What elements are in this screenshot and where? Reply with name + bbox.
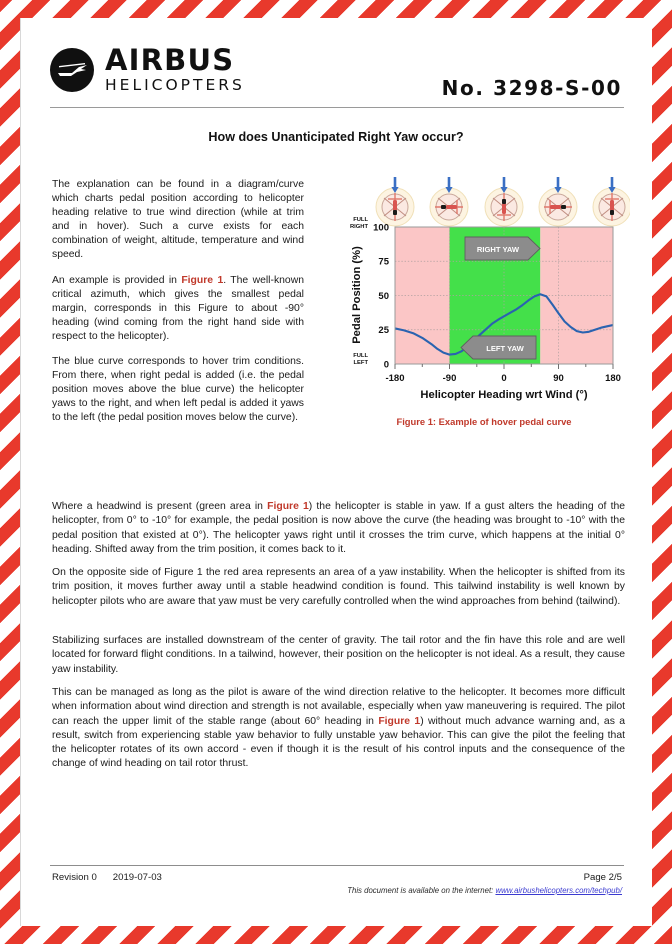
helicopter-icon-minus180 (376, 177, 414, 226)
full-left-label (353, 353, 368, 366)
figure-ref-inline-2: Figure 1 (378, 715, 421, 727)
helicopter-icon-zero (485, 177, 523, 226)
callout-right-yaw (465, 237, 540, 260)
paragraph-7-block (52, 686, 625, 783)
paragraph-6: Stabilizing surfaces are installed downstream of the center of gravity. The tail rotor and the fin have this role and are well located for forward flight conditions. In a tailwind, however, their position on the helicopter is not ideal. As a result, they cause yaw instability. (52, 635, 625, 675)
document-number: No. 3298-S-00 (441, 76, 622, 100)
svg-text:180: 180 (605, 373, 621, 384)
paragraph-1: The explanation can be found in a diagram/curve which charts pedal position according to helicopter heading relative to true wind direction (while at trim and in hover). Such a curve exists for each combination of weight, altitude, temperature and wind speed. (52, 179, 304, 261)
page-title: How does Unanticipated Right Yaw occur? (208, 130, 464, 144)
helicopter-icon-group (376, 177, 630, 226)
paragraph-2-text: An example is provided in Figure 1. The well-known critical azimuth, which gives the smallest pedal margin, corresponds in this Figure to about -90° heading (wind coming from the right hand side with respect to the helicopter). (52, 274, 304, 342)
footer-note-link[interactable]: www.airbushelicopters.com/techpub/ (495, 886, 622, 895)
footer-note-prefix: This document is available on the internet: (347, 886, 496, 895)
svg-text:-180: -180 (385, 373, 405, 384)
paragraph-5-block (52, 566, 625, 620)
logo-sub-text: HELICOPTERS (105, 76, 245, 94)
airbus-roundel-icon (50, 48, 94, 92)
logo-brand-text: AIRBUS (105, 43, 235, 77)
page-content (20, 18, 652, 926)
pedal-curve-chart (338, 173, 630, 413)
paragraph-6-block (52, 634, 625, 688)
figure-ref-inline: Figure 1 (267, 501, 309, 512)
helicopter-silhouette-icon (57, 61, 88, 79)
paragraph-7-part-a: This can be managed as long as the pilot is aware of the wind direction relative to the helicopter. It becomes more difficult when information about wind direction and strength is not available, especially when yaw maneuvering is required. The pilot can reach the upper limit of the stable range (about 60° heading in (52, 687, 625, 727)
header-divider (50, 107, 624, 108)
x-axis-ticks (395, 364, 613, 369)
footer-page-number: Page 2/5 (583, 872, 622, 883)
svg-text:0: 0 (383, 359, 389, 371)
svg-text:FULL: FULL (353, 353, 368, 359)
left-text-column (52, 178, 304, 437)
svg-text:FULL: FULL (353, 217, 368, 223)
paragraph-5: On the opposite side of Figure 1 the red area represents an area of a yaw instability. When the helicopter is shifted from its trim position, it moves further away until a stable headwind condition is found. This tailwind instability is well known by helicopter pilots who are aware that yaw must be very carefully controlled when the wind approaches from behind (tailwind). (52, 567, 625, 607)
callout-right-yaw-label: RIGHT YAW (476, 245, 520, 254)
paragraph-4-part-a: Where a headwind is present (green area in (52, 501, 268, 512)
figure-ref-inline-3: Figure 1 (181, 274, 224, 286)
svg-text:100: 100 (373, 222, 389, 234)
svg-text:75: 75 (378, 256, 389, 268)
svg-text:LEFT: LEFT (353, 360, 368, 366)
paragraph-7 (52, 686, 625, 772)
svg-text:RIGHT: RIGHT (349, 224, 368, 230)
callout-left-yaw-label: LEFT YAW (486, 344, 524, 353)
helicopter-icon-plus90 (539, 177, 577, 226)
footer-left (52, 872, 178, 883)
band-tailwind-left (395, 227, 450, 364)
paragraph-4-part-b: ) the helicopter is stable in yaw. If a gust alters the heading of the helicopter, from 0° to -10° for example, the pedal position is now above the curve (the heading was brought to -10° with the pedal position that existed at 0°). The helicopter yaws right until it crosses the trim curve, which happens at the initial 0° heading. Shifted away from the trim position, it comes back to it. (52, 501, 626, 555)
airbus-helicopters-logo (50, 43, 245, 94)
callout-left-yaw (461, 336, 536, 359)
helicopter-icon-minus90 (430, 177, 468, 226)
svg-text:-90: -90 (442, 373, 457, 384)
footer-revision: Revision 0 (52, 872, 97, 883)
paragraph-4 (52, 500, 625, 557)
paragraph-7-part-b: ) without much advance warning and, as a result, switch from experiencing stable yaw behavior to fully unstable yaw behavior. This can give the pilot the feeling that the helicopter rotates of its own accord - even if though it is the result of his control inputs and the consequence of the change of wind heading on tail rotor thrust. (52, 715, 626, 770)
paragraph-4-block (52, 500, 625, 568)
figure-caption: Figure 1: Example of hover pedal curve (396, 416, 572, 427)
x-axis-title: Helicopter Heading wrt Wind (°) (420, 389, 588, 401)
y-axis-ticks (373, 223, 390, 371)
svg-text:0: 0 (501, 373, 507, 384)
footer-divider (50, 865, 624, 866)
footer-internet-note (347, 886, 622, 895)
helicopter-icon-plus180 (593, 177, 630, 226)
svg-text:90: 90 (553, 373, 564, 384)
full-right-label (350, 217, 369, 230)
footer-date: 2019-07-03 (112, 872, 162, 883)
paragraph-2 (52, 274, 304, 344)
x-axis-tick-labels (385, 373, 620, 384)
paragraph-3: The blue curve corresponds to hover trim conditions. From there, when right pedal is added (i.e. the pedal position moves above the blue curve) the helicopter yaws to the right, and when left pedal is added it yaws to the left (the pedal position moves below the curve). (52, 356, 304, 424)
band-tailwind-right (540, 227, 613, 364)
y-axis-title: Pedal Position (%) (351, 246, 363, 344)
svg-text:50: 50 (378, 291, 389, 302)
svg-text:25: 25 (378, 325, 389, 337)
figure-1 (338, 173, 630, 413)
